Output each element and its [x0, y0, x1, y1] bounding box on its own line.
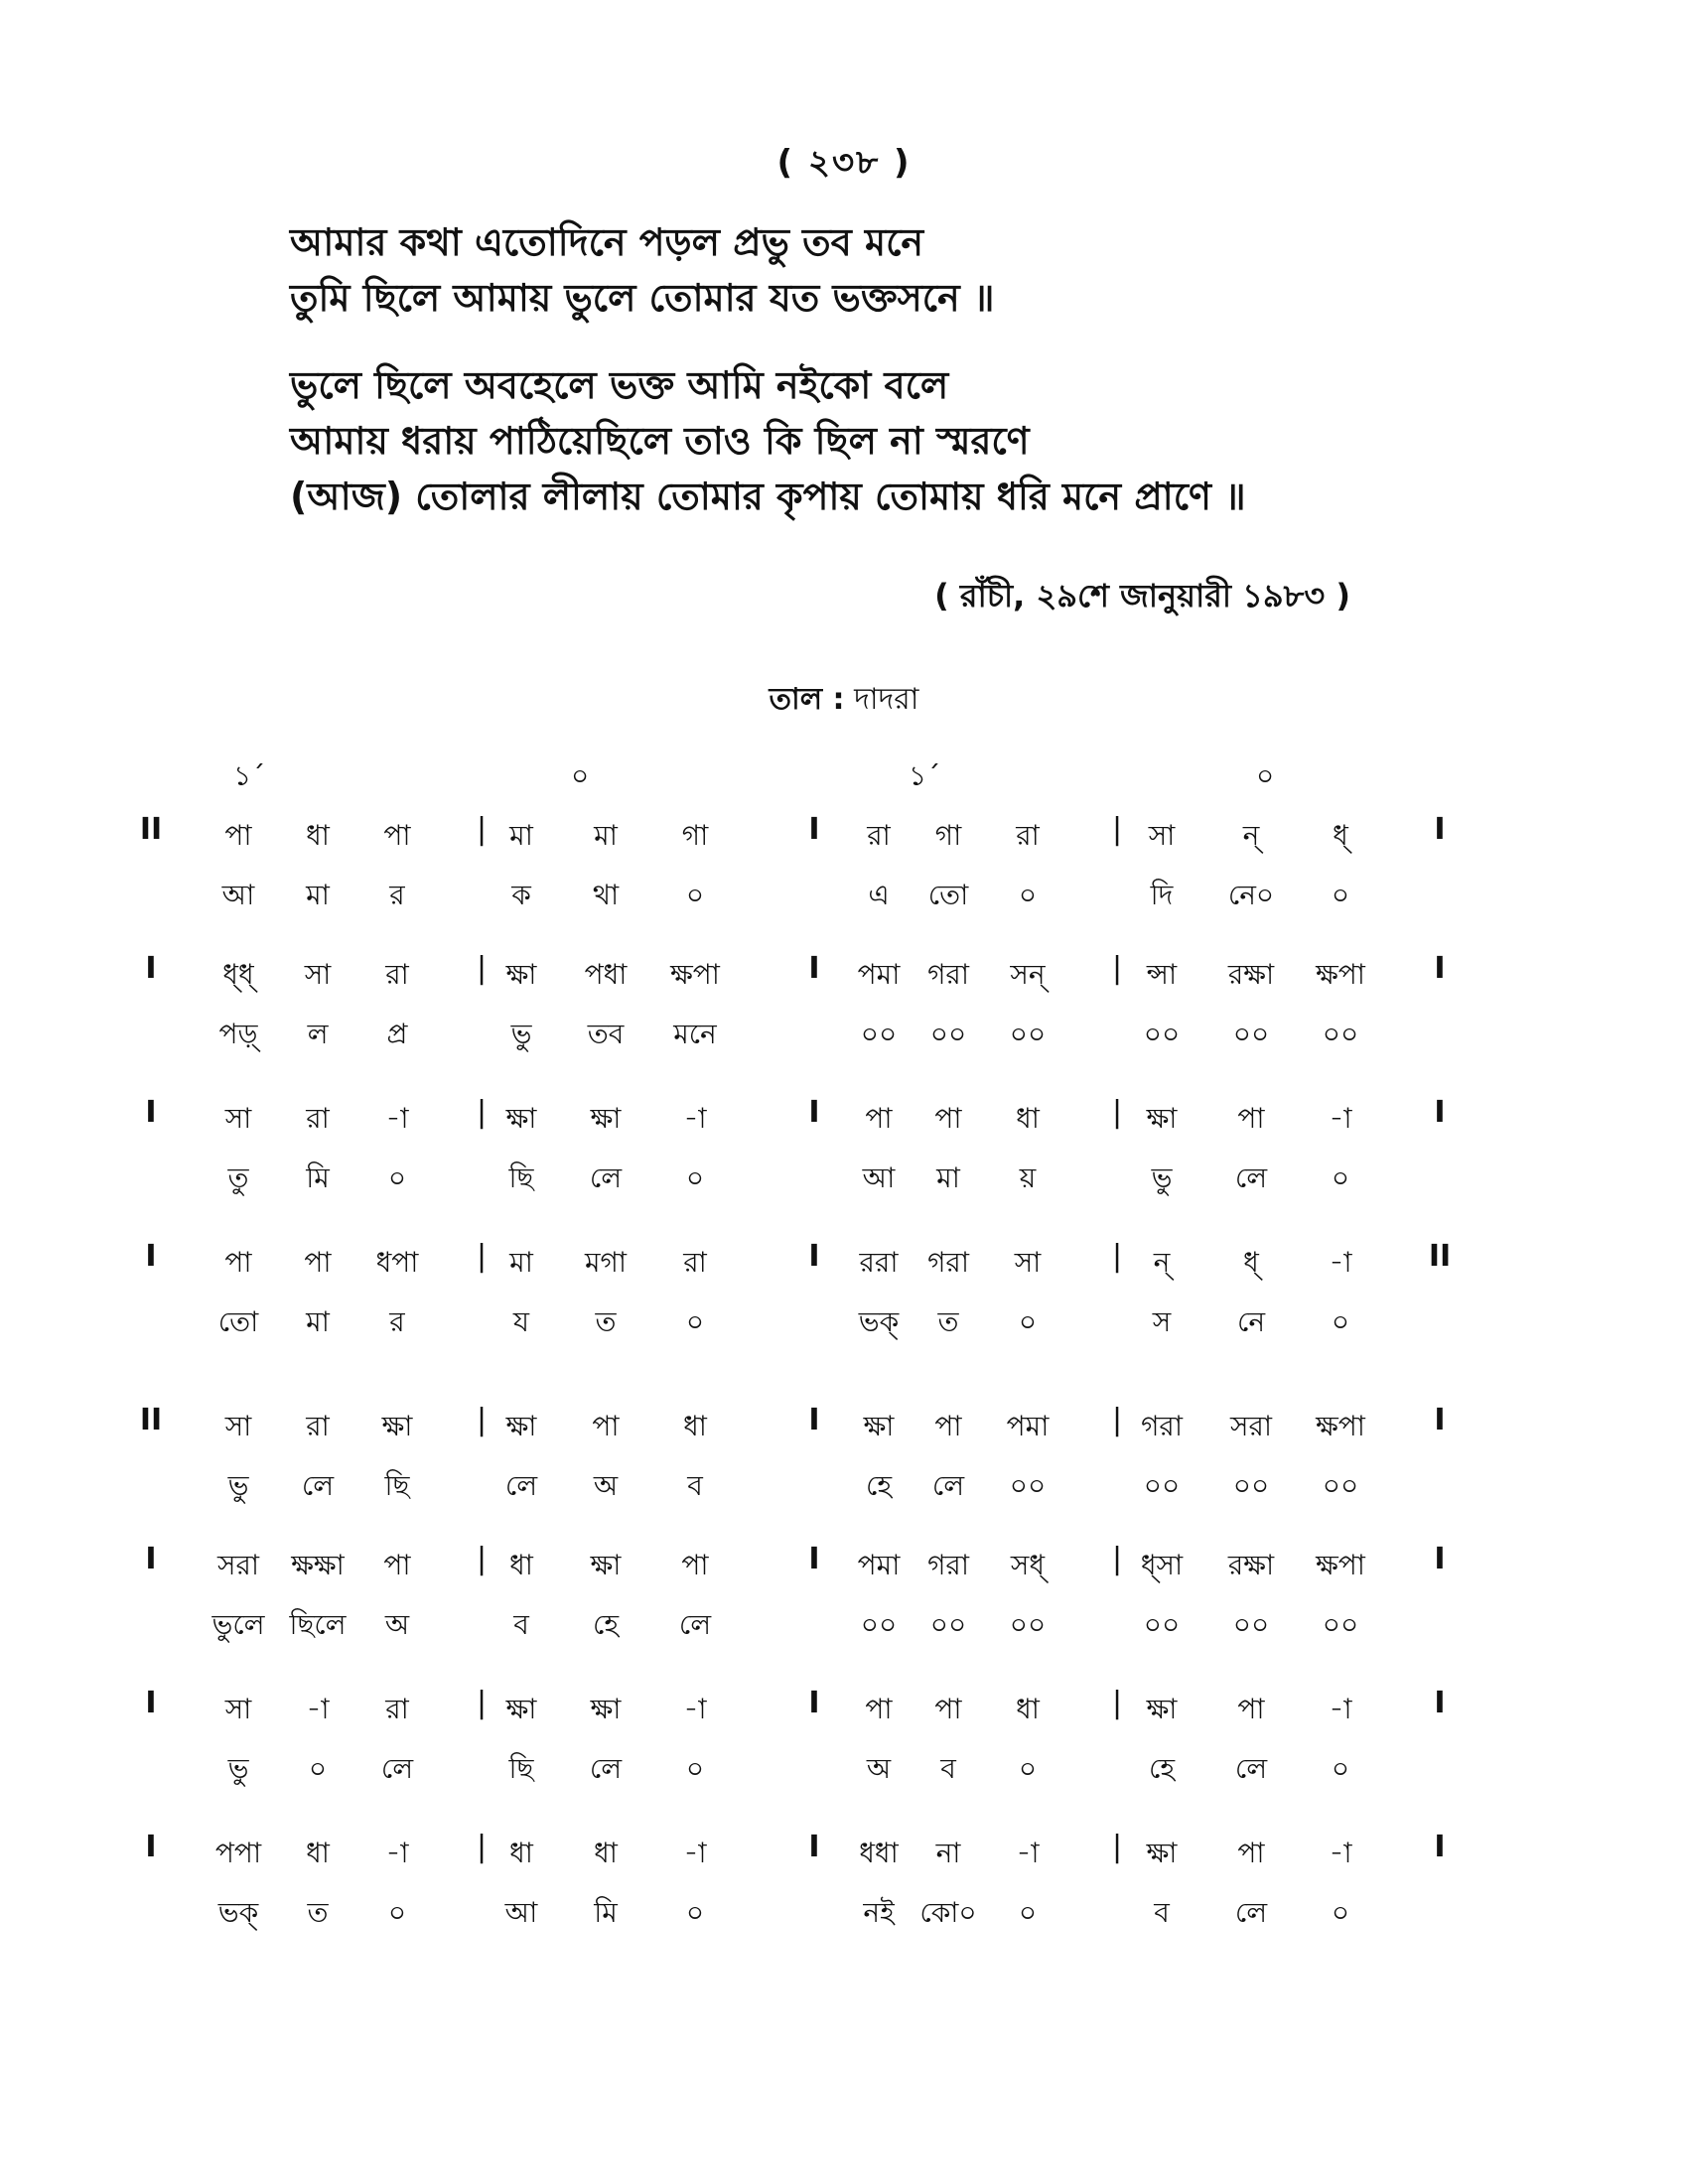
bar-line: I: [808, 1239, 820, 1274]
bar-line: I: [808, 1830, 820, 1864]
lyric-syllable: ০০: [860, 1018, 898, 1050]
swara-note: ক্ষা: [505, 1410, 537, 1442]
notation-row: [0, 1405, 1688, 1544]
swara-note: ক্ষা: [1146, 1693, 1178, 1725]
swara-note: পা: [865, 1693, 893, 1725]
lyric-syllable: ভু: [227, 1752, 249, 1785]
lyric-syllable: ল: [307, 1018, 329, 1050]
lyric-syllable: ০০: [860, 1608, 898, 1641]
lyric-syllable: তব: [587, 1018, 625, 1050]
lyric-syllable: পড়্: [218, 1018, 258, 1050]
bar-line: |: [1111, 951, 1123, 986]
swara-note: -া: [683, 1837, 707, 1869]
lyric-syllable: লে: [301, 1469, 335, 1502]
swara-note: ধা: [306, 1837, 330, 1869]
bar-line: |: [476, 1830, 488, 1864]
swara-note: গরা: [927, 958, 969, 991]
lyric-syllable: ত: [595, 1305, 617, 1338]
lyric-syllable: লে: [678, 1608, 712, 1641]
swara-note: মা: [509, 1246, 533, 1279]
lyric-syllable: ০: [1018, 1752, 1038, 1785]
lyric-syllable: ০০: [1322, 1469, 1359, 1502]
lyric-syllable: তো: [217, 1305, 259, 1338]
notation-row: [0, 1241, 1688, 1380]
lyric-syllable: নে০: [1227, 879, 1275, 911]
bar-line: |: [476, 1239, 488, 1274]
swara-note: রা: [867, 819, 891, 852]
lyric-syllable: নই: [863, 1896, 895, 1929]
beat-mark: ০: [1256, 759, 1275, 792]
lyric-syllable: ০: [685, 1161, 705, 1194]
lyric-syllable: ০: [1331, 1896, 1350, 1929]
swara-note: ক্ষা: [1146, 1102, 1178, 1135]
lyric-syllable: ০: [387, 1161, 407, 1194]
swara-note: ররা: [859, 1246, 899, 1279]
swara-note: সা: [1014, 1246, 1042, 1279]
lyric-syllable: র: [389, 879, 405, 911]
lyric-line: তুমি ছিলে আমায় ভুলে তোমার যত ভক্তসনে ॥: [290, 276, 995, 320]
lyric-syllable: মি: [306, 1161, 330, 1194]
lyric-syllable: মি: [594, 1896, 618, 1929]
bar-line: |: [1111, 1403, 1123, 1437]
bar-line: II: [1428, 1239, 1452, 1274]
tala-value: দাদরা: [854, 682, 919, 717]
lyric-syllable: ভু: [510, 1018, 532, 1050]
lyric-syllable: ছিলে: [289, 1608, 347, 1641]
swara-note: ক্ষা: [505, 1693, 537, 1725]
lyric-syllable: নে: [1236, 1305, 1266, 1338]
swara-note: -া: [385, 1102, 409, 1135]
lyric-syllable: মা: [306, 879, 330, 911]
lyric-syllable: দি: [1150, 879, 1174, 911]
swara-note: সন্: [1010, 958, 1046, 991]
lyric-syllable: ০০: [1143, 1608, 1181, 1641]
lyric-syllable: ০০: [1009, 1608, 1047, 1641]
swara-note: ক্ষপা: [1316, 958, 1365, 991]
bar-line: |: [1111, 1542, 1123, 1576]
notation-row: [0, 953, 1688, 1092]
bar-line: I: [808, 951, 820, 986]
lyric-syllable: ০০: [1232, 1018, 1270, 1050]
lyric-syllable: ত: [307, 1896, 329, 1929]
tala-heading: [0, 675, 1688, 726]
swara-note: রক্ষা: [1227, 1549, 1275, 1581]
bar-line: I: [808, 1686, 820, 1720]
lyric-syllable: ০০: [1009, 1018, 1047, 1050]
swara-note: ধা: [683, 1410, 707, 1442]
bar-line: |: [476, 1095, 488, 1130]
lyric-syllable: ০: [685, 1896, 705, 1929]
swara-note: -া: [1329, 1246, 1352, 1279]
lyric-syllable: লে: [1234, 1161, 1268, 1194]
swara-note: সধ্: [1010, 1549, 1046, 1581]
swara-note: ক্ষক্ষা: [291, 1549, 345, 1581]
lyric-syllable: ০: [308, 1752, 328, 1785]
lyric-syllable: ০: [1331, 1305, 1350, 1338]
lyric-syllable: তো: [927, 879, 969, 911]
lyric-syllable: ০: [1331, 1752, 1350, 1785]
swara-note: -া: [1016, 1837, 1040, 1869]
swara-note: -া: [1329, 1837, 1352, 1869]
swara-note: রা: [306, 1102, 330, 1135]
lyric-syllable: অ: [384, 1608, 410, 1641]
swara-note: পা: [1237, 1102, 1265, 1135]
swara-note: ক্ষা: [381, 1410, 413, 1442]
lyric-syllable: মনে: [673, 1018, 717, 1050]
swara-note: পধা: [584, 958, 628, 991]
swara-note: -া: [1329, 1102, 1352, 1135]
swara-note: সরা: [216, 1549, 260, 1581]
lyric-syllable: ০০: [1322, 1018, 1359, 1050]
lyric-syllable: আ: [504, 1896, 538, 1929]
bar-line: I: [145, 1542, 157, 1576]
lyric-syllable: লে: [589, 1161, 623, 1194]
lyric-syllable: কো০: [919, 1896, 977, 1929]
lyric-syllable: লে: [589, 1752, 623, 1785]
lyric-syllable: ০: [1331, 879, 1350, 911]
bar-line: II: [139, 812, 163, 847]
swara-note: রা: [385, 958, 409, 991]
swara-note: মা: [509, 819, 533, 852]
lyric-syllable: ০: [685, 1752, 705, 1785]
swara-note: সা: [224, 1410, 252, 1442]
swara-note: ক্ষা: [590, 1102, 622, 1135]
bar-line: |: [1111, 1686, 1123, 1720]
swara-note: -া: [1329, 1693, 1352, 1725]
lyric-line: আমায় ধরায় পাঠিয়েছিলে তাও কি ছিল না স্মরণে: [290, 419, 1030, 463]
lyric-syllable: হে: [592, 1608, 620, 1641]
swara-note: পা: [592, 1410, 620, 1442]
lyric-syllable: থা: [592, 879, 620, 911]
lyric-syllable: ত: [937, 1305, 959, 1338]
bar-line: |: [1111, 812, 1123, 847]
bar-line: |: [1111, 1095, 1123, 1130]
swara-note: রা: [306, 1410, 330, 1442]
lyric-syllable: ভক্: [858, 1305, 900, 1338]
bar-line: |: [1111, 1239, 1123, 1274]
swara-note: পা: [304, 1246, 332, 1279]
beat-mark: ১´: [909, 759, 941, 792]
swara-note: মা: [594, 819, 618, 852]
lyric-syllable: ভু: [1151, 1161, 1173, 1194]
swara-note: ধ্সা: [1140, 1549, 1184, 1581]
swara-note: গরা: [927, 1246, 969, 1279]
swara-note: ক্ষা: [505, 958, 537, 991]
bar-line: I: [145, 1239, 157, 1274]
bar-line: II: [139, 1403, 163, 1437]
bar-line: |: [476, 1542, 488, 1576]
tala-label: তাল :: [769, 682, 845, 717]
bar-line: |: [476, 1403, 488, 1437]
lyric-syllable: লে: [504, 1469, 538, 1502]
lyric-syllable: ব: [1154, 1896, 1170, 1929]
swara-note: সা: [1148, 819, 1176, 852]
swara-note: ক্ষপা: [670, 958, 720, 991]
swara-note: সা: [224, 1693, 252, 1725]
bar-line: |: [476, 812, 488, 847]
bar-line: I: [808, 1542, 820, 1576]
swara-note: পা: [224, 819, 252, 852]
swara-note: গরা: [1141, 1410, 1183, 1442]
lyric-syllable: ভু: [227, 1469, 249, 1502]
lyric-syllable: অ: [593, 1469, 619, 1502]
swara-note: ধ্: [1243, 1246, 1259, 1279]
lyric-line: আমার কথা এতোদিনে পড়ল প্রভু তব মনে: [290, 220, 924, 264]
swara-note: -া: [306, 1693, 330, 1725]
lyric-syllable: ০০: [1009, 1469, 1047, 1502]
lyric-syllable: তু: [227, 1161, 249, 1194]
lyric-syllable: ছি: [508, 1752, 534, 1785]
lyric-syllable: অ: [866, 1752, 892, 1785]
lyrics-stanza-1: [290, 214, 1382, 326]
swara-note: পা: [934, 1102, 962, 1135]
swara-note: পা: [681, 1549, 709, 1581]
bar-line: I: [808, 812, 820, 847]
lyric-syllable: য়: [1019, 1161, 1037, 1194]
swara-note: ক্ষা: [505, 1102, 537, 1135]
swara-note: পমা: [857, 1549, 901, 1581]
swara-note: গরা: [927, 1549, 969, 1581]
lyric-syllable: ভক্: [217, 1896, 259, 1929]
swara-note: রক্ষা: [1227, 958, 1275, 991]
lyric-syllable: লে: [380, 1752, 414, 1785]
lyric-syllable: ০: [685, 879, 705, 911]
lyric-syllable: প্র: [386, 1018, 408, 1050]
lyric-syllable: আ: [862, 1161, 896, 1194]
swara-note: রা: [683, 1246, 707, 1279]
notation-row: [0, 1832, 1688, 1971]
swara-note: গা: [934, 819, 962, 852]
swara-note: ন্সা: [1146, 958, 1178, 991]
swara-note: ধা: [1016, 1102, 1040, 1135]
lyric-syllable: ০০: [1143, 1469, 1181, 1502]
swara-note: পমা: [1006, 1410, 1050, 1442]
lyric-line: (আজ) তোলার লীলায় তোমার কৃপায় তোমায় ধরি মনে প্রাণে ॥: [290, 475, 1246, 518]
lyric-syllable: ০০: [1232, 1608, 1270, 1641]
lyric-syllable: ০০: [1143, 1018, 1181, 1050]
bar-line: I: [145, 1686, 157, 1720]
lyric-syllable: ০০: [929, 1608, 967, 1641]
bar-line: I: [808, 1095, 820, 1130]
swara-note: -া: [683, 1102, 707, 1135]
bar-line: I: [145, 951, 157, 986]
lyric-line: ভুলে ছিলে অবহেলে ভক্ত আমি নইকো বলে: [290, 363, 949, 407]
composition-source: ( রাঁচী, ২৯শে জানুয়ারী ১৯৮৩ ): [934, 577, 1350, 614]
swara-note: ধপা: [375, 1246, 419, 1279]
swara-note: ধা: [1016, 1693, 1040, 1725]
lyric-syllable: লে: [1234, 1896, 1268, 1929]
bar-line: I: [1434, 1095, 1446, 1130]
swara-note: রা: [1016, 819, 1040, 852]
swara-note: পা: [224, 1246, 252, 1279]
swara-note: সা: [304, 958, 332, 991]
bar-line: I: [1434, 1830, 1446, 1864]
swara-note: ধা: [306, 819, 330, 852]
swara-note: সা: [224, 1102, 252, 1135]
beat-mark: ১´: [233, 759, 266, 792]
lyric-syllable: ভুলে: [211, 1608, 265, 1641]
lyric-syllable: ০০: [929, 1018, 967, 1050]
swara-note: সরা: [1229, 1410, 1273, 1442]
bar-line: I: [1434, 812, 1446, 847]
swara-note: পা: [865, 1102, 893, 1135]
page-number: ( ২৩৮ ): [776, 143, 912, 183]
lyric-syllable: ০: [1018, 1896, 1038, 1929]
swara-note: ক্ষা: [590, 1693, 622, 1725]
swara-note: পা: [383, 1549, 411, 1581]
bar-line: |: [1111, 1830, 1123, 1864]
lyric-syllable: য: [512, 1305, 530, 1338]
lyrics-stanza-2: [290, 357, 1382, 524]
swara-note: ক্ষপা: [1316, 1549, 1365, 1581]
swara-note: ক্ষপা: [1316, 1410, 1365, 1442]
swara-note: ক্ষা: [590, 1549, 622, 1581]
lyric-syllable: আ: [221, 879, 255, 911]
bar-line: I: [1434, 1686, 1446, 1720]
swara-note: ন্: [1242, 819, 1260, 852]
beat-marks: [0, 754, 1688, 804]
lyric-syllable: ০: [685, 1305, 705, 1338]
swara-note: পা: [934, 1693, 962, 1725]
swara-note: পা: [934, 1410, 962, 1442]
lyric-syllable: ০: [1018, 879, 1038, 911]
beat-mark: ০: [571, 759, 590, 792]
swara-note: পমা: [857, 958, 901, 991]
lyric-syllable: ব: [687, 1469, 703, 1502]
lyric-syllable: ০০: [1232, 1469, 1270, 1502]
swara-note: ধ্: [1333, 819, 1348, 852]
notation-row: [0, 1688, 1688, 1827]
lyric-syllable: হে: [1148, 1752, 1176, 1785]
bar-line: I: [1434, 1403, 1446, 1437]
notation-row: [0, 814, 1688, 953]
notation-section: [0, 754, 1688, 1966]
swara-note: -া: [683, 1693, 707, 1725]
lyric-syllable: ছি: [508, 1161, 534, 1194]
bar-line: I: [1434, 951, 1446, 986]
lyric-syllable: ০: [1331, 1161, 1350, 1194]
lyric-syllable: মা: [936, 1161, 960, 1194]
swara-note: ন্: [1153, 1246, 1171, 1279]
swara-note: ধা: [509, 1549, 533, 1581]
bar-line: I: [145, 1095, 157, 1130]
swara-note: ধ্ধ্: [222, 958, 254, 991]
lyric-syllable: লে: [931, 1469, 965, 1502]
lyric-syllable: ০০: [1322, 1608, 1359, 1641]
swara-note: ধধা: [859, 1837, 899, 1869]
lyric-syllable: ব: [513, 1608, 529, 1641]
lyric-syllable: ছি: [384, 1469, 410, 1502]
lyric-syllable: ক: [511, 879, 531, 911]
lyric-syllable: এ: [868, 879, 890, 911]
swara-note: ক্ষা: [863, 1410, 895, 1442]
notation-row: [0, 1544, 1688, 1683]
bar-line: I: [145, 1830, 157, 1864]
lyric-syllable: ০: [387, 1896, 407, 1929]
swara-note: -া: [385, 1837, 409, 1869]
swara-note: ধা: [594, 1837, 618, 1869]
lyric-syllable: স: [1152, 1305, 1172, 1338]
swara-note: পা: [1237, 1837, 1265, 1869]
bar-line: |: [476, 1686, 488, 1720]
bar-line: I: [808, 1403, 820, 1437]
lyric-syllable: ব: [940, 1752, 956, 1785]
lyric-syllable: মা: [306, 1305, 330, 1338]
lyric-syllable: হে: [865, 1469, 893, 1502]
lyric-syllable: লে: [1234, 1752, 1268, 1785]
swara-note: না: [935, 1837, 961, 1869]
swara-note: পা: [383, 819, 411, 852]
swara-note: পা: [1237, 1693, 1265, 1725]
swara-note: রা: [385, 1693, 409, 1725]
swara-note: পপা: [214, 1837, 262, 1869]
lyric-syllable: র: [389, 1305, 405, 1338]
notation-row: [0, 1097, 1688, 1236]
swara-note: গা: [681, 819, 709, 852]
lyric-syllable: ০: [1018, 1305, 1038, 1338]
bar-line: |: [476, 951, 488, 986]
swara-note: মগা: [584, 1246, 628, 1279]
swara-note: ধা: [509, 1837, 533, 1869]
swara-note: ক্ষা: [1146, 1837, 1178, 1869]
bar-line: I: [1434, 1542, 1446, 1576]
